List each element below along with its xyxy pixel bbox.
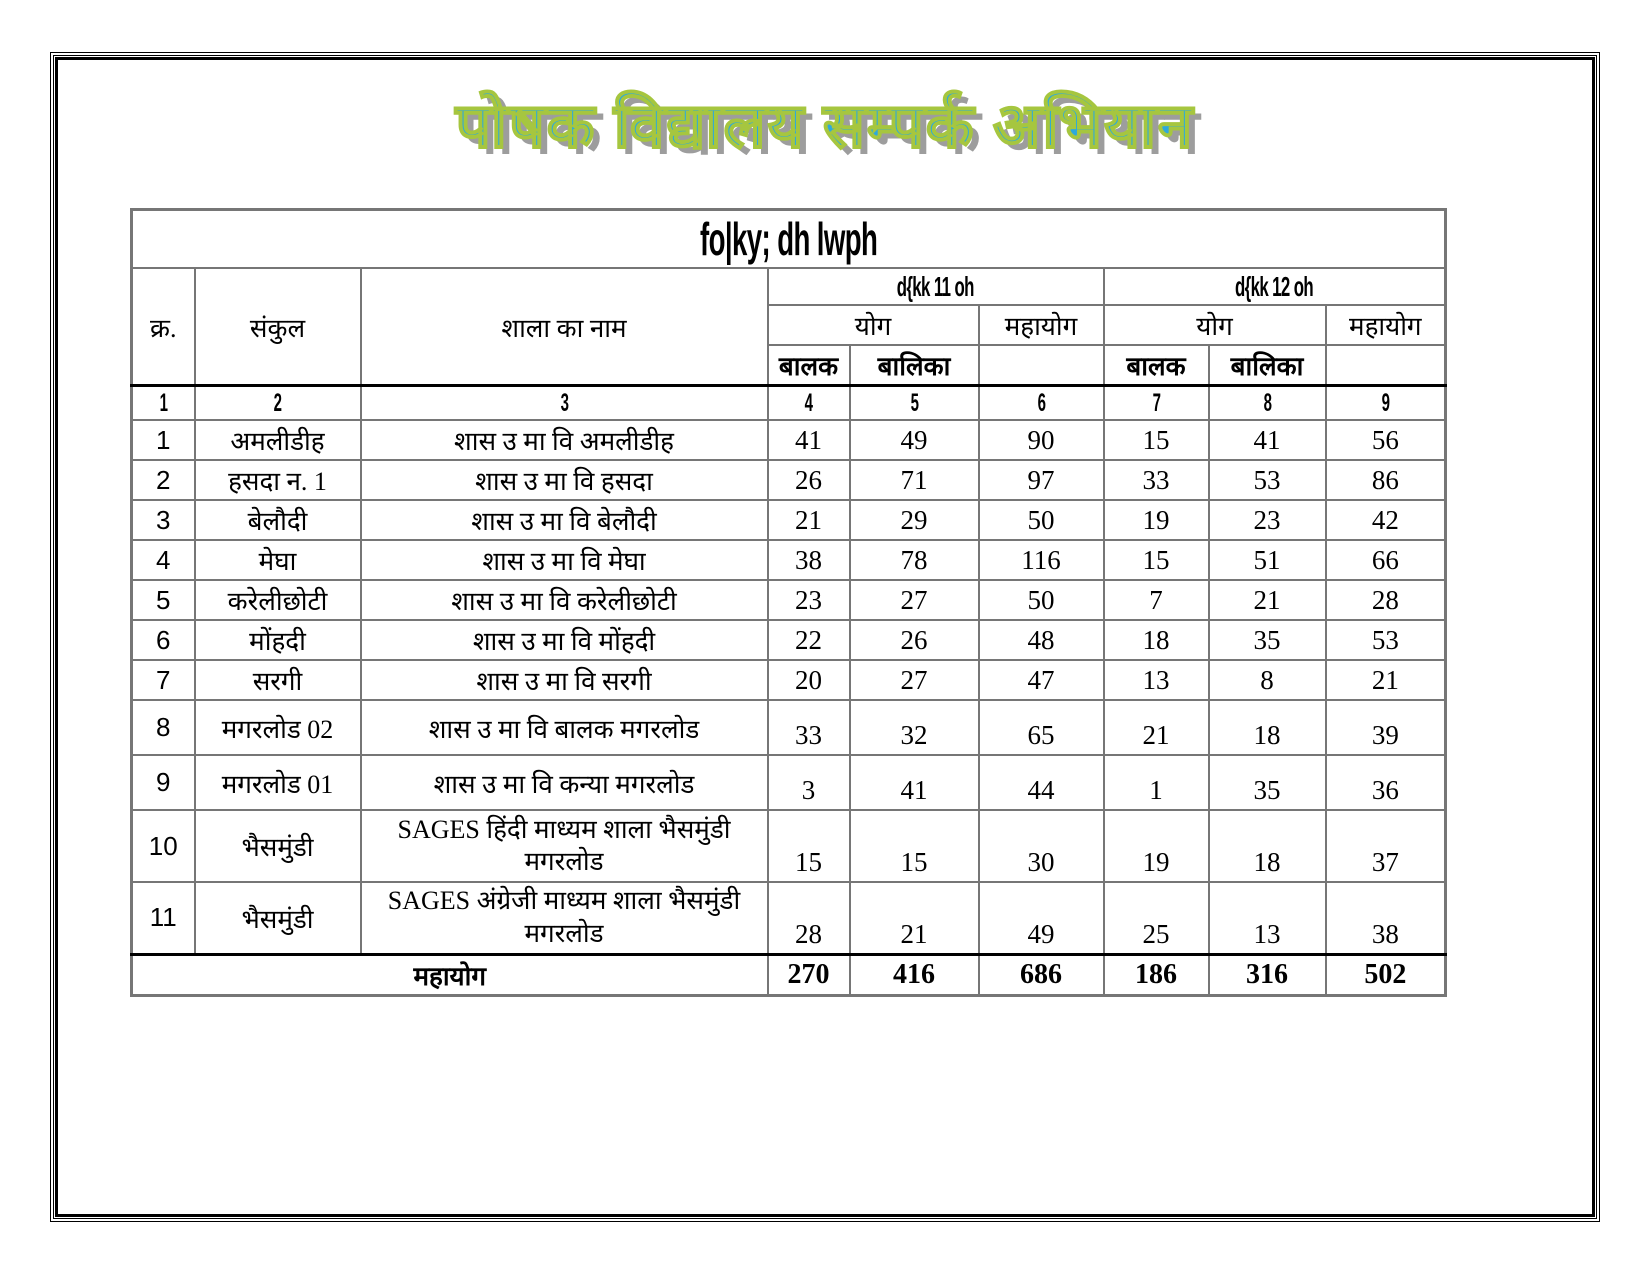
school-name: शास उ मा वि कन्या मगरलोड xyxy=(361,755,768,810)
c12-mahayog-count: 39 xyxy=(1326,700,1446,755)
c11-mahayog-count: 49 xyxy=(979,882,1104,954)
c12-balika-count: 51 xyxy=(1209,540,1326,580)
table-row xyxy=(132,700,1446,755)
c12-mahayog-count: 21 xyxy=(1326,660,1446,700)
c12-balak-count: 19 xyxy=(1104,500,1209,540)
table-row xyxy=(132,620,1446,660)
total-c11-balak: 270 xyxy=(768,954,850,995)
header-row-groups xyxy=(132,268,1446,305)
c11-balak-count: 3 xyxy=(768,755,850,810)
row-serial: 9 xyxy=(132,755,195,810)
c11-balika-count: 32 xyxy=(850,700,979,755)
c12-balak-count: 15 xyxy=(1104,420,1209,460)
c12-mahayog-count: 37 xyxy=(1326,810,1446,882)
total-c12-mahayog: 502 xyxy=(1326,954,1446,995)
cluster-name: मेघा xyxy=(195,540,361,580)
total-c12-balika: 316 xyxy=(1209,954,1326,995)
header-serial: क्र. xyxy=(132,268,195,386)
cluster-name: करेलीछोटी xyxy=(195,580,361,620)
table-row xyxy=(132,810,1446,882)
header-balika-12: बालिका xyxy=(1209,345,1326,386)
c11-balak-count: 28 xyxy=(768,882,850,954)
c11-balika-count: 27 xyxy=(850,580,979,620)
c12-balak-count: 33 xyxy=(1104,460,1209,500)
cluster-name: हसदा न. 1 xyxy=(195,460,361,500)
c12-balika-count: 18 xyxy=(1209,810,1326,882)
row-serial: 6 xyxy=(132,620,195,660)
c12-mahayog-count: 42 xyxy=(1326,500,1446,540)
cluster-name: बेलौदी xyxy=(195,500,361,540)
header-empty-11 xyxy=(979,345,1104,386)
header-balika-11: बालिका xyxy=(850,345,979,386)
grand-total-row xyxy=(132,954,1446,995)
school-contact-table xyxy=(130,208,1447,997)
c11-mahayog-count: 44 xyxy=(979,755,1104,810)
header-school-name: शाला का नाम xyxy=(361,268,768,386)
c12-balak-count: 15 xyxy=(1104,540,1209,580)
c11-balika-count: 78 xyxy=(850,540,979,580)
cluster-name: मगरलोड 02 xyxy=(195,700,361,755)
c11-balika-count: 41 xyxy=(850,755,979,810)
c12-balak-count: 1 xyxy=(1104,755,1209,810)
c12-mahayog-count: 28 xyxy=(1326,580,1446,620)
page-border-frame xyxy=(50,52,1600,1222)
c11-balika-count: 21 xyxy=(850,882,979,954)
c12-balika-count: 13 xyxy=(1209,882,1326,954)
school-name: शास उ मा वि सरगी xyxy=(361,660,768,700)
table-title-row xyxy=(132,210,1446,269)
c11-mahayog-count: 97 xyxy=(979,460,1104,500)
c12-mahayog-count: 53 xyxy=(1326,620,1446,660)
c11-balika-count: 71 xyxy=(850,460,979,500)
school-name: शास उ मा वि मेघा xyxy=(361,540,768,580)
c12-mahayog-count: 66 xyxy=(1326,540,1446,580)
c12-balika-count: 8 xyxy=(1209,660,1326,700)
c11-balak-count: 41 xyxy=(768,420,850,460)
c11-mahayog-count: 48 xyxy=(979,620,1104,660)
c12-balak-count: 25 xyxy=(1104,882,1209,954)
row-serial: 1 xyxy=(132,420,195,460)
c11-balak-count: 15 xyxy=(768,810,850,882)
header-yog-11: योग xyxy=(768,305,979,345)
c12-balika-count: 35 xyxy=(1209,755,1326,810)
table-row xyxy=(132,882,1446,954)
table-title: fo|ky; dh lwph xyxy=(132,210,1446,269)
c12-balak-count: 7 xyxy=(1104,580,1209,620)
c11-balak-count: 26 xyxy=(768,460,850,500)
table-row xyxy=(132,540,1446,580)
table-row xyxy=(132,755,1446,810)
total-c11-mahayog: 686 xyxy=(979,954,1104,995)
row-serial: 7 xyxy=(132,660,195,700)
c12-balak-count: 18 xyxy=(1104,620,1209,660)
header-empty-12 xyxy=(1326,345,1446,386)
school-name: SAGES हिंदी माध्यम शाला भैसमुंडी मगरलोड xyxy=(361,810,768,882)
school-name: शास उ मा वि करेलीछोटी xyxy=(361,580,768,620)
c12-balika-count: 41 xyxy=(1209,420,1326,460)
school-name: शास उ मा वि मोंहदी xyxy=(361,620,768,660)
school-name: शास उ मा वि बालक मगरलोड xyxy=(361,700,768,755)
table-row xyxy=(132,660,1446,700)
school-name: शास उ मा वि हसदा xyxy=(361,460,768,500)
c11-balika-count: 27 xyxy=(850,660,979,700)
grand-total-label: महायोग xyxy=(132,954,768,995)
row-serial: 5 xyxy=(132,580,195,620)
school-name: शास उ मा वि अमलीडीह xyxy=(361,420,768,460)
c12-mahayog-count: 56 xyxy=(1326,420,1446,460)
table-row xyxy=(132,580,1446,620)
table-row xyxy=(132,500,1446,540)
header-cluster: संकुल xyxy=(195,268,361,386)
c11-balak-count: 20 xyxy=(768,660,850,700)
row-serial: 10 xyxy=(132,810,195,882)
c11-mahayog-count: 50 xyxy=(979,580,1104,620)
header-balak-11: बालक xyxy=(768,345,850,386)
c12-balika-count: 18 xyxy=(1209,700,1326,755)
total-c12-balak: 186 xyxy=(1104,954,1209,995)
table-row xyxy=(132,460,1446,500)
total-c11-balika: 416 xyxy=(850,954,979,995)
row-serial: 4 xyxy=(132,540,195,580)
column-number-row: 1 2 3 4 5 6 7 8 9 xyxy=(132,386,1446,421)
header-class-12: d{kk 12 oh xyxy=(1104,268,1446,305)
row-serial: 8 xyxy=(132,700,195,755)
c11-balak-count: 33 xyxy=(768,700,850,755)
c12-balika-count: 35 xyxy=(1209,620,1326,660)
cluster-name: सरगी xyxy=(195,660,361,700)
c11-mahayog-count: 90 xyxy=(979,420,1104,460)
school-name: SAGES अंग्रेजी माध्यम शाला भैसमुंडी मगरलोड xyxy=(361,882,768,954)
row-serial: 11 xyxy=(132,882,195,954)
c11-balak-count: 38 xyxy=(768,540,850,580)
c12-balika-count: 23 xyxy=(1209,500,1326,540)
c11-balak-count: 22 xyxy=(768,620,850,660)
school-name: शास उ मा वि बेलौदी xyxy=(361,500,768,540)
c12-mahayog-count: 38 xyxy=(1326,882,1446,954)
row-serial: 3 xyxy=(132,500,195,540)
c11-mahayog-count: 47 xyxy=(979,660,1104,700)
table-row xyxy=(132,420,1446,460)
header-yog-12: योग xyxy=(1104,305,1326,345)
c12-balak-count: 21 xyxy=(1104,700,1209,755)
header-class-11: d{kk 11 oh xyxy=(768,268,1104,305)
c11-balika-count: 15 xyxy=(850,810,979,882)
row-serial: 2 xyxy=(132,460,195,500)
cluster-name: मोंहदी xyxy=(195,620,361,660)
c12-mahayog-count: 36 xyxy=(1326,755,1446,810)
c12-balika-count: 21 xyxy=(1209,580,1326,620)
c11-mahayog-count: 116 xyxy=(979,540,1104,580)
cluster-name: भैसमुंडी xyxy=(195,882,361,954)
c12-balak-count: 19 xyxy=(1104,810,1209,882)
c11-balak-count: 21 xyxy=(768,500,850,540)
c11-mahayog-count: 30 xyxy=(979,810,1104,882)
c11-mahayog-count: 65 xyxy=(979,700,1104,755)
c11-balika-count: 29 xyxy=(850,500,979,540)
header-mahayog-11: महायोग xyxy=(979,305,1104,345)
c11-balika-count: 49 xyxy=(850,420,979,460)
page-title: पोषक विद्यालय सम्पर्क अभियान xyxy=(455,93,1195,161)
c11-mahayog-count: 50 xyxy=(979,500,1104,540)
header-balak-12: बालक xyxy=(1104,345,1209,386)
cluster-name: मगरलोड 01 xyxy=(195,755,361,810)
c12-mahayog-count: 86 xyxy=(1326,460,1446,500)
cluster-name: भैसमुंडी xyxy=(195,810,361,882)
cluster-name: अमलीडीह xyxy=(195,420,361,460)
c11-balak-count: 23 xyxy=(768,580,850,620)
c11-balika-count: 26 xyxy=(850,620,979,660)
c12-balak-count: 13 xyxy=(1104,660,1209,700)
header-mahayog-12: महायोग xyxy=(1326,305,1446,345)
c12-balika-count: 53 xyxy=(1209,460,1326,500)
